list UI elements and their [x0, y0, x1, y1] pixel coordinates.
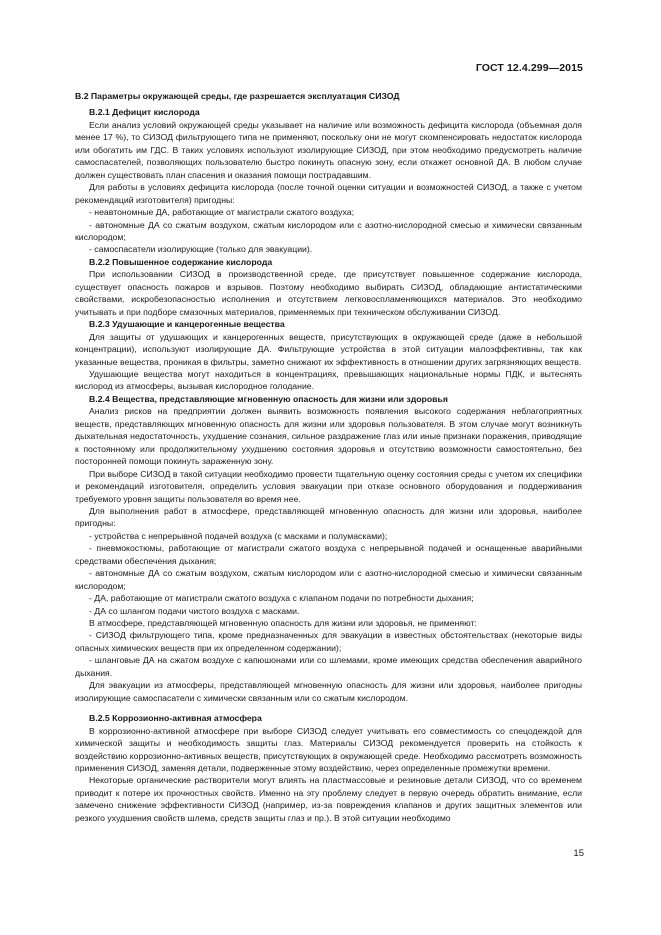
standard-designation: ГОСТ 12.4.299—2015 — [475, 62, 583, 74]
paragraph: Если анализ условий окружающей среды указывает на наличие или возможность дефицита кислорода (объемная доля менее 17 %), то СИЗОД фильтрующего типа не применяют, поскольку они не могут скомпенсировать недостаток кислорода или обогатить им ГДС. В таких условиях используют изолирующие СИЗОД, при этом необходимо предусмотреть наличие самоспасателей, позволяющих пользователю быстро покинуть опасную зону, если откажет основной ДА. В любом случае должен существовать план спасения и оказания помощи пострадавшим. — [75, 119, 582, 180]
list-item: - ДА, работающие от магистрали сжатого воздуха с клапаном подачи по потребности дыхания; — [89, 593, 474, 604]
list-item: - пневмокостюмы, работающие от магистрали сжатого воздуха с непрерывной подачей и оснащенные аварийными средствами обеспечения дыхания; — [75, 543, 582, 566]
paragraph: При выборе СИЗОД в такой ситуации необходимо провести тщательную оценку состояния среды с учетом их специфики и рекомендаций изготовителя, определить условия эвакуации при отказе основного оборудования и поддерживания требуемого уровня защиты пользователя во время нее. — [75, 468, 582, 504]
paragraph: В коррозионно-активной атмосфере при выборе СИЗОД следует учитывать его совместимость со спецодеждой для химической защиты и необходимость защиты глаз. Материалы СИЗОД рекомендуется проверить на стойкость к воздействию коррозионно-активных веществ, присутствующих в окружающей среде. Необходимо рассмотреть возможность применения СИЗОД, заменяя детали, подверженные этому воздействию, через определенные промежутки времени. — [75, 725, 582, 774]
list-item: - автономные ДА со сжатым воздухом, сжатым кислородом или с азотно-кислородной смесью и химически связанным кислородом; — [75, 219, 582, 242]
paragraph: Для работы в условиях дефицита кислорода (после точной оценки ситуации и возможностей СИЗОД, а также с учетом рекомендаций изготовителя) пригодны: — [75, 182, 582, 205]
list-item: - ДА со шлангом подачи чистого воздуха с масками. — [89, 605, 300, 616]
list-item: - самоспасатели изолирующие (только для эвакуации). — [89, 244, 313, 255]
page-number: 15 — [573, 848, 584, 859]
list-item: - автономные ДА со сжатым воздухом, сжатым кислородом или с азотно-кислородной смесью и химически связанным кислородом; — [75, 568, 582, 591]
paragraph: Для защиты от удушающих и канцерогенных веществ, присутствующих в окружающей среде (даже в небольшой концентрации), используют изолирующие ДА. Фильтрующие устройства в этой ситуации малоэффективны, так как указанные вещества, проникая в фильтры, заметно снижают их эффективность в отношении других загрязняющих веществ. — [75, 331, 582, 367]
list-item: - устройства с непрерывной подачей воздуха (с масками и полумасками); — [89, 530, 388, 541]
subsection-heading: В.2.1 Дефицит кислорода — [89, 107, 200, 118]
list-item: - СИЗОД фильтрующего типа, кроме предназначенных для эвакуации в известных обстоятельствах (некоторые виды опасных химических веществ при их определенном содержании); — [75, 630, 582, 653]
paragraph: Для эвакуации из атмосферы, представляющей мгновенную опасность для жизни или здоровья, наиболее пригодны изолирующие самоспасатели с химически связанным или со сжатым кислородом. — [75, 680, 582, 703]
paragraph: В атмосфере, представляющей мгновенную опасность для жизни или здоровья, не применяют: — [89, 618, 477, 629]
section-heading: В.2 Параметры окружающей среды, где разрешается эксплуатация СИЗОД — [75, 91, 400, 101]
subsection-heading: В.2.2 Повышенное содержание кислорода — [89, 256, 273, 267]
list-item: - неавтономные ДА, работающие от магистрали сжатого воздуха; — [89, 207, 355, 218]
section-content — [75, 106, 582, 824]
subsection-heading: В.2.4 Вещества, представляющие мгновенную опасность для жизни или здоровья — [89, 393, 448, 404]
paragraph: Удушающие вещества могут находиться в концентрациях, превышающих национальные нормы ПДК, и вытеснять кислород из атмосферы, вызывая кислородное голодание. — [75, 368, 582, 392]
paragraph: Для выполнения работ в атмосфере, представляющей мгновенную опасность для жизни или здоровья, наиболее пригодны: — [75, 505, 582, 529]
subsection-heading: В.2.5 Коррозионно-активная атмосфера — [89, 713, 262, 724]
paragraph: При использовании СИЗОД в производственной среде, где присутствует повышенное содержание кислорода, существует опасность пожаров и взрывов. Поэтому необходимо выбирать СИЗОД, обладающие антистатическими свойствами, искробезопасностью исполнения и отсутствием легковоспламеняющихся материалов. Это необходимо учитывать и при подборе смазочных материалов, применяемых при техническом обслуживании СИЗОД. — [75, 269, 582, 317]
subsection-heading: В.2.3 Удушающие и канцерогенные вещества — [89, 319, 285, 330]
document-body — [75, 90, 582, 824]
paragraph: Анализ рисков на предприятии должен выявить возможность появления высокого содержания неблагоприятных веществ, представляющих мгновенную опасность для жизни или здоровья пользователя. В этом случае могут возникнуть дыхательная недостаточность, ухудшение сознания, сильное раздражение глаз или иные признаки поражения, приводящие к постоянному или продолжительному ухудшению состояния здоровья и отсутствию возможности самостоятельно, без посторонней помощи покинуть зараженную зону. — [75, 406, 582, 467]
list-item: - шланговые ДА на сжатом воздухе с капюшонами или со шлемами, кроме имеющих средства обеспечения аварийного дыхания. — [75, 655, 582, 678]
paragraph: Некоторые органические растворители могут влиять на пластмассовые и резиновые детали СИЗОД, что со временем приводит к потере их прочностных свойств. Именно на эту проблему следует в первую очередь обратить внимание, если замечено снижение эффективности СИЗОД (например, из-за повреждения клапанов и других защитных элементов или резкого ухудшения свойств шлема, средств защиты глаз и пр.). В этой ситуации необходимо — [75, 775, 582, 823]
